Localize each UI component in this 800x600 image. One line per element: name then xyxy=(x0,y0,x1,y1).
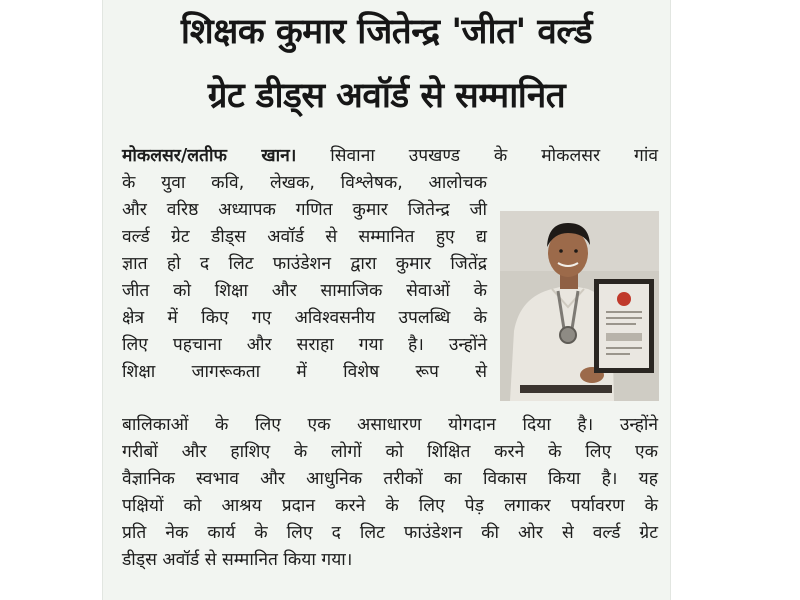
person-with-certificate-icon xyxy=(500,211,659,401)
article-line-13: पक्षियों को आश्रय प्रदान करने के लिए पेड़ लगाकर पर्यावरण के xyxy=(122,496,658,516)
article-line-8: लिए पहचाना और सराहा गया है। उन्होंने xyxy=(122,335,487,355)
article-line-3: और वरिष्ठ अध्यापक गणित कुमार जितेन्द्र जी xyxy=(122,200,487,220)
article-line-2: के युवा कवि, लेखक, विश्लेषक, आलोचक xyxy=(122,173,487,193)
headline-line-1: शिक्षक कुमार जितेन्द्र 'जीत' वर्ल्ड xyxy=(180,12,593,52)
article-line-4: वर्ल्ड ग्रेट डीड्स अवॉर्ड से सम्मानित हुए द्य xyxy=(122,227,487,247)
article-line-12: वैज्ञानिक स्वभाव और आधुनिक तरीकों का विकास किया है। यह xyxy=(122,469,658,489)
article-text-1: सिवाना उपखण्ड के मोकलसर गांव xyxy=(296,146,659,166)
article-line-5: ज्ञात हो द लिट फाउंडेशन द्वारा कुमार जितेंद्र xyxy=(122,254,487,274)
article-line-11: गरीबों और हाशिए के लोगों को शिक्षित करने के लिए एक xyxy=(122,442,658,462)
article-line-15: डीड्स अवॉर्ड से सम्मानित किया गया। xyxy=(122,550,353,570)
headline-line-2: ग्रेट डीड्स अवॉर्ड से सम्मानित xyxy=(207,76,566,116)
article-line-14: प्रति नेक कार्य के लिए द लिट फाउंडेशन की ओर से वर्ल्ड ग्रेट xyxy=(122,523,658,543)
award-photo xyxy=(500,211,659,401)
article-line-1 xyxy=(122,143,658,170)
newspaper-clipping xyxy=(102,0,671,600)
article-line-6: जीत को शिक्षा और सामाजिक सेवाओं के xyxy=(122,281,487,301)
article-line-10: बालिकाओं के लिए एक असाधारण योगदान दिया है। उन्होंने xyxy=(122,415,658,435)
article-line-7: क्षेत्र में किए गए अविश्वसनीय उपलब्धि के xyxy=(122,308,487,328)
byline: मोकलसर/लतीफ खान। xyxy=(122,146,297,166)
article-line-9: शिक्षा जागरूकता में विशेष रूप से xyxy=(122,362,487,382)
